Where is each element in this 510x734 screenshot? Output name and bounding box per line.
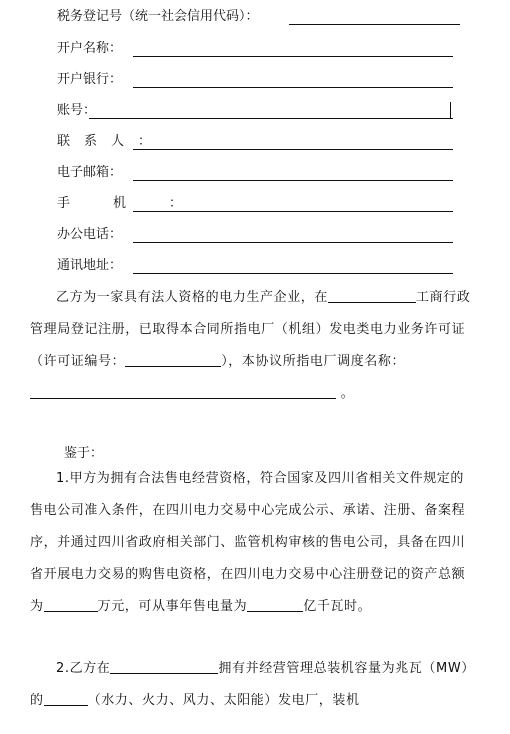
mobile-label: 手机： — [57, 196, 226, 211]
mobile-input[interactable] — [133, 211, 453, 212]
registration-authority-blank[interactable] — [328, 289, 416, 303]
account-name-input[interactable] — [133, 56, 453, 57]
intro-text-1: 乙方为一家具有法人资格的电力生产企业，在 — [56, 290, 329, 305]
address-label: 通讯地址： — [57, 258, 123, 273]
plant-type-blank[interactable] — [44, 692, 88, 706]
tax-id-input[interactable] — [289, 24, 460, 25]
bank-input[interactable] — [133, 87, 453, 88]
dispatch-name-blank[interactable] — [30, 385, 336, 399]
license-number-blank[interactable] — [125, 353, 221, 367]
item1-text-2: 万元，可从事年售电量为 — [97, 599, 248, 614]
tax-id-field — [57, 7, 457, 27]
address-input[interactable] — [133, 273, 453, 274]
email-field — [57, 163, 457, 183]
plant-location-blank[interactable] — [110, 660, 218, 674]
office-phone-input[interactable] — [133, 242, 453, 243]
intro-text-3: ），本协议所指电厂调度名称： — [221, 354, 406, 369]
item2-text-2: 拥有并经营管理总装机容量为兆瓦（MW）的 — [30, 661, 475, 708]
item2-text-3: （水力、火力、风力、太阳能）发电厂，装机 — [87, 693, 360, 708]
account-number-label: 账号： — [57, 103, 97, 118]
intro-text-4: 。 — [340, 386, 355, 401]
email-input[interactable] — [133, 180, 453, 181]
office-phone-field — [57, 225, 457, 245]
item1-text-1: 1.甲方为拥有合法售电经营资格，符合国家及四川省相关文件规定的售电公司准入条件，在四川电力交易中心完成公示、承诺、注册、备案程序，并通过四川省政府相关部门、监管机构审核的售电公司，具备在四川省开展电力交易的购售电资格，在四川电力交易中心注册登记的资产总额为 — [30, 471, 466, 614]
email-label: 电子邮箱： — [57, 165, 123, 180]
total-assets-blank[interactable] — [44, 598, 98, 612]
contact-input[interactable] — [133, 149, 453, 150]
bank-field — [57, 70, 457, 90]
account-number-input[interactable] — [89, 118, 453, 119]
account-name-label: 开户名称： — [57, 41, 123, 56]
bank-label: 开户银行： — [57, 72, 123, 87]
whereas-item-1 — [30, 463, 476, 623]
tax-id-label: 税务登记号（统一社会信用代码）： — [57, 9, 259, 24]
mobile-field — [57, 194, 457, 214]
item2-text-1: 2.乙方在 — [56, 661, 111, 676]
text-cursor — [450, 102, 451, 118]
account-number-field — [57, 101, 457, 121]
item1-text-3: 亿千瓦时。 — [303, 599, 372, 614]
address-field — [57, 256, 457, 276]
account-name-field — [57, 39, 457, 59]
contact-field — [57, 132, 457, 152]
whereas-heading: 鉴于： — [64, 446, 104, 461]
annual-sales-blank[interactable] — [247, 598, 303, 612]
office-phone-label: 办公电话： — [57, 227, 123, 242]
party-b-intro-paragraph — [30, 282, 476, 410]
contact-label: 联系人： — [57, 134, 166, 149]
whereas-item-2 — [30, 653, 476, 717]
intro-text-2: 工商行政管理局登记注册，已取得本合同所指电厂（机组）发电类电力业务许可证（许可证编号： — [30, 290, 471, 369]
